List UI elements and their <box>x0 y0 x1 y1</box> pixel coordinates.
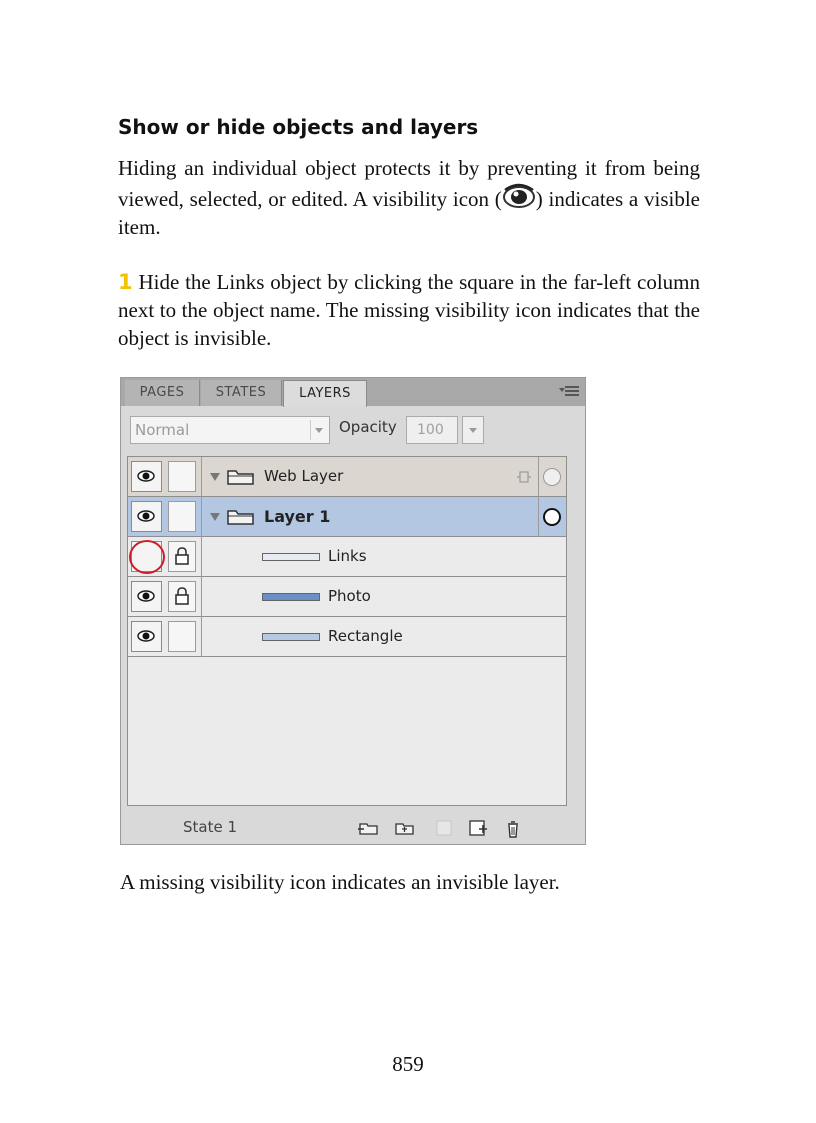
lock-icon <box>169 542 195 571</box>
eye-icon <box>132 462 161 491</box>
eye-icon <box>502 182 536 212</box>
tab-states[interactable]: STATES <box>201 380 282 406</box>
eye-icon <box>132 622 161 651</box>
state-label: State 1 <box>183 818 238 836</box>
panel-status-bar <box>121 812 585 844</box>
panel-menu-icon[interactable] <box>559 384 579 398</box>
highlight-circle <box>129 540 165 574</box>
object-name: Links <box>328 547 367 565</box>
opacity-label: Opacity <box>339 418 397 436</box>
object-name: Photo <box>328 587 371 605</box>
layer-target-circle[interactable] <box>543 468 561 486</box>
layers-panel <box>120 377 586 845</box>
intro-text-after-icon: ) indicates a visible item. <box>118 187 700 239</box>
expand-arrow-icon[interactable] <box>210 473 220 481</box>
visibility-toggle[interactable] <box>131 581 162 612</box>
object-thumbnail <box>262 633 320 641</box>
layer-name: Web Layer <box>264 467 344 485</box>
share-layer-icon <box>516 470 532 484</box>
add-mask-icon[interactable] <box>433 819 455 837</box>
tab-layers[interactable]: LAYERS <box>283 380 367 407</box>
trash-icon[interactable] <box>503 819 523 839</box>
new-duplicate-layer-icon[interactable] <box>467 819 489 837</box>
page-number: 859 <box>392 1052 424 1076</box>
lock-toggle[interactable] <box>168 461 196 492</box>
opacity-dropdown-button[interactable] <box>462 416 484 444</box>
layer-row-layer-1[interactable] <box>128 497 566 537</box>
layer-row-photo[interactable] <box>128 577 566 617</box>
opacity-input[interactable]: 100 <box>406 416 458 444</box>
figure-caption: A missing visibility icon indicates an invisible layer. <box>120 870 560 894</box>
blend-mode-value: Normal <box>135 421 190 439</box>
expand-arrow-icon[interactable] <box>210 513 220 521</box>
step-1-paragraph <box>118 268 700 352</box>
step-number: 1 <box>118 270 133 294</box>
folder-icon <box>226 507 256 527</box>
intro-text-before-icon: Hiding an individual object protects it by preventing it from being viewed, selected, or edited. A visibility icon ( <box>118 156 700 211</box>
layer-name: Layer 1 <box>264 507 331 526</box>
layer-row-rectangle[interactable] <box>128 617 566 657</box>
layer-row-web-layer[interactable] <box>128 457 566 497</box>
folder-icon <box>226 467 256 487</box>
blend-mode-select[interactable] <box>130 416 330 444</box>
visibility-toggle[interactable] <box>131 501 162 532</box>
visibility-toggle[interactable] <box>131 461 162 492</box>
distribute-states-icon[interactable] <box>357 819 381 837</box>
lock-toggle[interactable] <box>168 621 196 652</box>
layer-list <box>127 456 567 806</box>
visibility-toggle[interactable] <box>131 621 162 652</box>
new-sublayer-icon[interactable] <box>393 819 417 837</box>
object-thumbnail <box>262 553 320 561</box>
step-1-text: Hide the Links object by clicking the square in the far-left column next to the object name. The missing visibility icon indicates that the object is invisible. <box>118 270 700 350</box>
lock-toggle[interactable] <box>168 541 196 572</box>
lock-toggle[interactable] <box>168 581 196 612</box>
tab-pages[interactable]: PAGES <box>125 380 200 406</box>
eye-icon <box>132 582 161 611</box>
object-thumbnail <box>262 593 320 601</box>
eye-icon <box>132 502 161 531</box>
intro-paragraph <box>118 154 700 241</box>
chevron-down-icon <box>310 420 327 440</box>
layer-target-circle[interactable] <box>543 508 561 526</box>
lock-toggle[interactable] <box>168 501 196 532</box>
layer-row-links[interactable] <box>128 537 566 577</box>
lock-icon <box>169 582 195 611</box>
section-heading: Show or hide objects and layers <box>118 115 479 139</box>
panel-tab-bar <box>121 378 585 406</box>
object-name: Rectangle <box>328 627 403 645</box>
